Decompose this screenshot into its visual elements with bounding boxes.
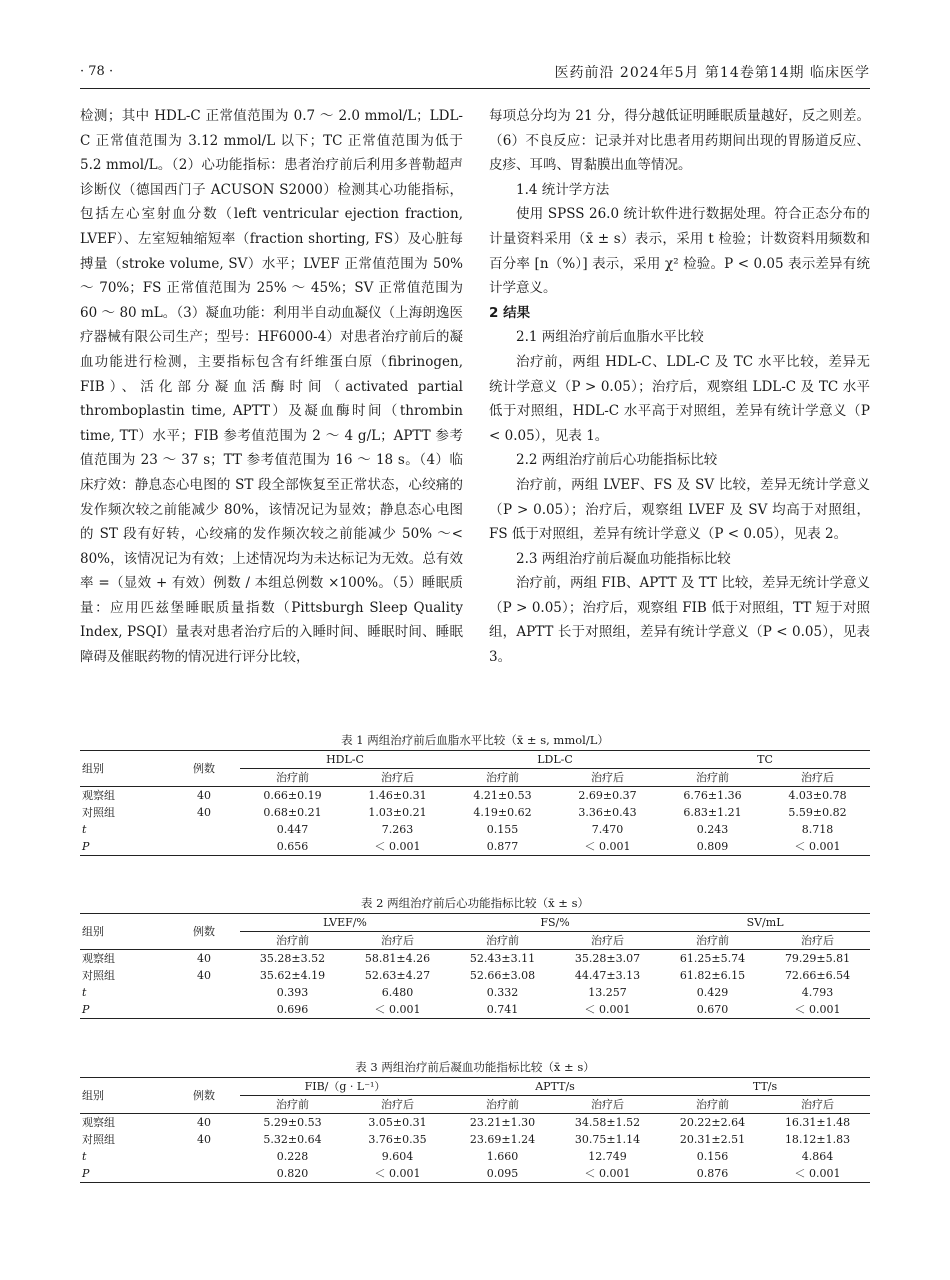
table-cell: 35.62±4.19 bbox=[259, 969, 326, 982]
table-cell: 观察组 bbox=[82, 1116, 115, 1129]
table-cell: 40 bbox=[197, 806, 211, 819]
table-cell: 对照组 bbox=[82, 806, 115, 819]
table-cell: 0.393 bbox=[276, 986, 309, 999]
header-sub: 治疗前 bbox=[486, 1098, 520, 1111]
header-sub: 治疗前 bbox=[696, 934, 730, 947]
table-cell: 40 bbox=[197, 1116, 211, 1129]
section-heading: 1.4 统计学方法 bbox=[516, 181, 610, 198]
page-number: · 78 · bbox=[80, 64, 114, 79]
table-cell: 0.155 bbox=[486, 823, 519, 836]
header-sub: 治疗后 bbox=[801, 1098, 835, 1111]
header-sub: 治疗后 bbox=[591, 1098, 625, 1111]
table-cell: 30.75±1.14 bbox=[574, 1133, 641, 1146]
table-cell: 6.76±1.36 bbox=[683, 789, 742, 802]
table-cell: 0.156 bbox=[696, 1150, 729, 1163]
table-cell: ＜ 0.001 bbox=[794, 1167, 841, 1180]
table-cell bbox=[168, 1165, 240, 1183]
paragraph: 治疗前，两组 FIB、APTT 及 TT 比较，差异无统计学意义（P > 0.05）；治疗后，观察组 FIB 低于对照组，TT 短于对照组，APTT 长于对照组，差异有统计学意义（P < 0.05），见表 3。 bbox=[489, 575, 870, 666]
table-cell: 3.76±0.35 bbox=[368, 1133, 427, 1146]
header-metric: TT/s bbox=[660, 1078, 870, 1096]
table-cell: 7.263 bbox=[381, 823, 414, 836]
header-sub: 治疗前 bbox=[696, 771, 730, 784]
table-1 bbox=[80, 750, 870, 856]
header-metric: LVEF/% bbox=[240, 914, 450, 932]
table-cell: 1.46±0.31 bbox=[368, 789, 427, 802]
paragraph: 每项总分均为 21 分，得分越低证明睡眠质量越好，反之则差。（6）不良反应：记录并对比患者用药期间出现的胃肠道反应、皮疹、耳鸣、胃黏膜出血等情况。 bbox=[489, 108, 870, 174]
table-cell: ＜ 0.001 bbox=[584, 1167, 631, 1180]
header-metric: HDL-C bbox=[240, 751, 450, 769]
table-cell: 61.25±5.74 bbox=[679, 952, 746, 965]
table-caption: 表 3 两组治疗前后凝血功能指标比较（x̄ ± s） bbox=[355, 1060, 595, 1074]
table-cell: 0.696 bbox=[276, 1003, 309, 1016]
table-cell: 0.429 bbox=[696, 986, 729, 999]
table-cell: P bbox=[82, 840, 90, 853]
table-cell: 0.877 bbox=[486, 840, 519, 853]
table-row bbox=[80, 1148, 870, 1165]
table-row bbox=[80, 984, 870, 1001]
table-cell: 44.47±3.13 bbox=[574, 969, 641, 982]
section-heading: 2.3 两组治疗前后凝血功能指标比较 bbox=[516, 550, 731, 567]
table-cell: t bbox=[82, 986, 87, 999]
header-metric: APTT/s bbox=[450, 1078, 660, 1096]
paragraph: 治疗前，两组 LVEF、FS 及 SV 比较，差异无统计学意义（P > 0.05）；治疗后，观察组 LVEF 及 SV 均高于对照组，FS 低于对照组，差异有统计学意义（P < 0.05），见表 2。 bbox=[489, 476, 870, 543]
table-cell: 1.03±0.21 bbox=[368, 806, 427, 819]
table-cell: 5.29±0.53 bbox=[263, 1116, 322, 1129]
table-caption: 表 1 两组治疗前后血脂水平比较（x̄ ± s, mmol/L） bbox=[341, 733, 609, 747]
table-cell: 0.741 bbox=[486, 1003, 519, 1016]
table-cell: 52.66±3.08 bbox=[469, 969, 536, 982]
table-cell: 0.876 bbox=[696, 1167, 729, 1180]
header-metric: FS/% bbox=[450, 914, 660, 932]
table-cell: 4.21±0.53 bbox=[473, 789, 532, 802]
header-metric: SV/mL bbox=[660, 914, 870, 932]
paragraph: 治疗前，两组 HDL-C、LDL-C 及 TC 水平比较，差异无统计学意义（P > 0.05）；治疗后，观察组 LDL-C 及 TC 水平低于对照组，HDL-C 水平高于对照组，差异有统计学意义（P < 0.05），见表 1。 bbox=[489, 353, 870, 444]
table-cell: 35.28±3.52 bbox=[259, 952, 326, 965]
section-heading: 2 结果 bbox=[489, 304, 531, 321]
header-group: 组别 bbox=[82, 1089, 104, 1102]
table-3 bbox=[80, 1077, 870, 1183]
table-cell: 72.66±6.54 bbox=[784, 969, 851, 982]
table-cell: 0.243 bbox=[696, 823, 729, 836]
table-cell: 0.820 bbox=[276, 1167, 309, 1180]
table-cell: 0.670 bbox=[696, 1003, 729, 1016]
table-cell: ＜ 0.001 bbox=[584, 1003, 631, 1016]
right-column bbox=[489, 104, 870, 670]
table-cell bbox=[168, 838, 240, 856]
table-cell: ＜ 0.001 bbox=[794, 840, 841, 853]
table-row bbox=[80, 1114, 870, 1132]
table-cell: ＜ 0.001 bbox=[794, 1003, 841, 1016]
header-sub: 治疗后 bbox=[381, 934, 414, 947]
table-cell: 观察组 bbox=[82, 789, 115, 802]
table-cell: 对照组 bbox=[82, 969, 115, 982]
table-cell: 58.81±4.26 bbox=[364, 952, 431, 965]
table-cell: 7.470 bbox=[591, 823, 624, 836]
table-2 bbox=[80, 913, 870, 1019]
table-3-block bbox=[80, 1057, 870, 1183]
table-cell: 18.12±1.83 bbox=[784, 1133, 851, 1146]
table-row bbox=[80, 950, 870, 968]
table-cell: 0.656 bbox=[276, 840, 309, 853]
table-cell: 40 bbox=[197, 952, 211, 965]
table-cell: 13.257 bbox=[588, 986, 627, 999]
table-cell: ＜ 0.001 bbox=[374, 1167, 421, 1180]
table-cell: 40 bbox=[197, 969, 211, 982]
table-cell: 4.793 bbox=[801, 986, 834, 999]
table-cell: 6.480 bbox=[381, 986, 414, 999]
table-cell: 2.69±0.37 bbox=[578, 789, 637, 802]
table-cell: 8.718 bbox=[801, 823, 834, 836]
table-cell: 4.19±0.62 bbox=[473, 806, 532, 819]
table-cell bbox=[168, 821, 240, 838]
running-header bbox=[80, 62, 870, 89]
table-cell: 观察组 bbox=[82, 952, 115, 965]
table-cell bbox=[168, 1148, 240, 1165]
table-cell: 12.749 bbox=[588, 1150, 627, 1163]
table-cell: 40 bbox=[197, 1133, 211, 1146]
table-cell: 1.660 bbox=[486, 1150, 519, 1163]
header-sub: 治疗后 bbox=[801, 934, 835, 947]
header-sub: 治疗后 bbox=[801, 771, 835, 784]
section-heading: 2.2 两组治疗前后心功能指标比较 bbox=[516, 452, 718, 469]
table-cell: t bbox=[82, 823, 87, 836]
table-row bbox=[80, 821, 870, 838]
table-cell: 0.68±0.21 bbox=[263, 806, 322, 819]
header-group: 组别 bbox=[82, 762, 104, 775]
header-sub: 治疗后 bbox=[381, 771, 414, 784]
table-cell: 0.228 bbox=[276, 1150, 309, 1163]
table-cell: 20.22±2.64 bbox=[679, 1116, 746, 1129]
header-n: 例数 bbox=[193, 1089, 215, 1102]
header-metric: TC bbox=[660, 751, 870, 769]
table-cell: 23.69±1.24 bbox=[469, 1133, 536, 1146]
table-cell: 40 bbox=[197, 789, 211, 802]
left-column bbox=[80, 104, 463, 670]
header-sub: 治疗前 bbox=[696, 1098, 730, 1111]
header-sub: 治疗后 bbox=[591, 771, 625, 784]
table-2-block bbox=[80, 893, 870, 1019]
table-cell: 0.66±0.19 bbox=[263, 789, 322, 802]
header-sub: 治疗后 bbox=[591, 934, 625, 947]
table-cell: 9.604 bbox=[381, 1150, 414, 1163]
header-sub: 治疗前 bbox=[486, 934, 520, 947]
table-cell: P bbox=[82, 1167, 90, 1180]
table-cell: 3.05±0.31 bbox=[368, 1116, 427, 1129]
header-metric: LDL-C bbox=[450, 751, 660, 769]
table-cell: 35.28±3.07 bbox=[574, 952, 641, 965]
table-cell: ＜ 0.001 bbox=[374, 1003, 421, 1016]
table-cell: ＜ 0.001 bbox=[374, 840, 421, 853]
table-1-block bbox=[80, 730, 870, 856]
table-cell: 0.332 bbox=[486, 986, 519, 999]
table-row bbox=[80, 1165, 870, 1183]
header-sub: 治疗前 bbox=[486, 771, 520, 784]
table-row bbox=[80, 967, 870, 984]
header-sub: 治疗前 bbox=[276, 1098, 309, 1111]
table-cell: 5.32±0.64 bbox=[263, 1133, 322, 1146]
table-cell: 对照组 bbox=[82, 1133, 115, 1146]
table-cell: 16.31±1.48 bbox=[784, 1116, 851, 1129]
table-cell: 5.59±0.82 bbox=[788, 806, 847, 819]
table-cell: t bbox=[82, 1150, 87, 1163]
paragraph: 检测；其中 HDL-C 正常值范围为 0.7 ～ 2.0 mmol/L；LDL-C 正常值范围为 3.12 mmol/L 以下；TC 正常值范围为低于 5.2 mmol/L。（2）心功能指标：患者治疗前后利用多普勒超声诊断仪（德国西门子 ACUSON S2000）检测其心功能指标，包括左心室射血分数（left ventricular ejection fraction, LVEF）、左室短轴缩短率（fraction shorting, FS）及心脏每搏量（stroke volume, SV）水平；LVEF 正常值范围为 50% ～ 70%；FS 正常值范围为 25% ～ 45%；SV 正常值范围为 60 ～ 80 mL。（3）凝血功能：利用半自动血凝仪（上海朗逸医疗器械有限公司生产；型号：HF6000-4）对患者治疗前后的凝血功能进行检测，主要指标包含有纤维蛋白原（fibrinogen, FIB）、活化部分凝血活酶时间（activated partial thromboplastin time, APTT）及凝血酶时间（thrombin time, TT）水平；FIB 参考值范围为 2 ～ 4 g/L；APTT 参考值范围为 23 ～ 37 s；TT 参考值范围为 16 ～ 18 s。（4）临床疗效：静息态心电图的 ST 段全部恢复至正常状态，心绞痛的发作频次较之前能减少 80%，该情况记为显效；静息态心电图的 ST 段有好转，心绞痛的发作频次较之前能减少 50% ～< 80%，该情况记为有效；上述情况均为未达标记为无效。总有效率 =（显效 + 有效）例数 / 本组总例数 ×100%。（5）睡眠质量：应用匹兹堡睡眠质量指数（Pittsburgh Sleep Quality Index, PSQI）量表对患者治疗后的入睡时间、睡眠时间、睡眠障碍及催眠药物的情况进行评分比较， bbox=[80, 108, 463, 666]
table-cell: 3.36±0.43 bbox=[578, 806, 637, 819]
table-cell: 61.82±6.15 bbox=[679, 969, 746, 982]
header-group: 组别 bbox=[82, 925, 104, 938]
table-caption: 表 2 两组治疗前后心功能指标比较（x̄ ± s） bbox=[361, 896, 589, 910]
table-cell bbox=[168, 984, 240, 1001]
header-n: 例数 bbox=[193, 762, 215, 775]
header-n: 例数 bbox=[193, 925, 215, 938]
header-sub: 治疗前 bbox=[276, 934, 309, 947]
table-cell: 20.31±2.51 bbox=[679, 1133, 746, 1146]
table-cell: 0.809 bbox=[696, 840, 729, 853]
table-cell: 79.29±5.81 bbox=[784, 952, 851, 965]
table-cell: ＜ 0.001 bbox=[584, 840, 631, 853]
table-cell: 4.864 bbox=[801, 1150, 834, 1163]
table-row bbox=[80, 838, 870, 856]
table-cell: 0.095 bbox=[486, 1167, 519, 1180]
table-row bbox=[80, 787, 870, 805]
header-sub: 治疗前 bbox=[276, 771, 309, 784]
journal-info: 医药前沿 2024年5月 第14卷第14期 临床医学 bbox=[554, 65, 870, 81]
table-cell bbox=[168, 1001, 240, 1019]
section-heading: 2.1 两组治疗前后血脂水平比较 bbox=[516, 329, 704, 346]
table-cell: 34.58±1.52 bbox=[574, 1116, 641, 1129]
table-row bbox=[80, 1001, 870, 1019]
table-cell: 6.83±1.21 bbox=[683, 806, 742, 819]
table-cell: 52.43±3.11 bbox=[469, 952, 536, 965]
table-row bbox=[80, 804, 870, 821]
paragraph: 使用 SPSS 26.0 统计软件进行数据处理。符合正态分布的计量资料采用（x̄ ± s）表示，采用 t 检验；计数资料用频数和百分率 [n（%）] 表示，采用 χ² 检验。P < 0.05 表示差异有统计学意义。 bbox=[489, 206, 870, 297]
header-sub: 治疗后 bbox=[381, 1098, 414, 1111]
table-cell: 4.03±0.78 bbox=[788, 789, 847, 802]
header-metric: FIB/（g · L⁻¹） bbox=[240, 1078, 450, 1096]
table-cell: P bbox=[82, 1003, 90, 1016]
table-row bbox=[80, 1131, 870, 1148]
table-cell: 23.21±1.30 bbox=[469, 1116, 536, 1129]
table-cell: 52.63±4.27 bbox=[364, 969, 431, 982]
table-cell: 0.447 bbox=[276, 823, 309, 836]
